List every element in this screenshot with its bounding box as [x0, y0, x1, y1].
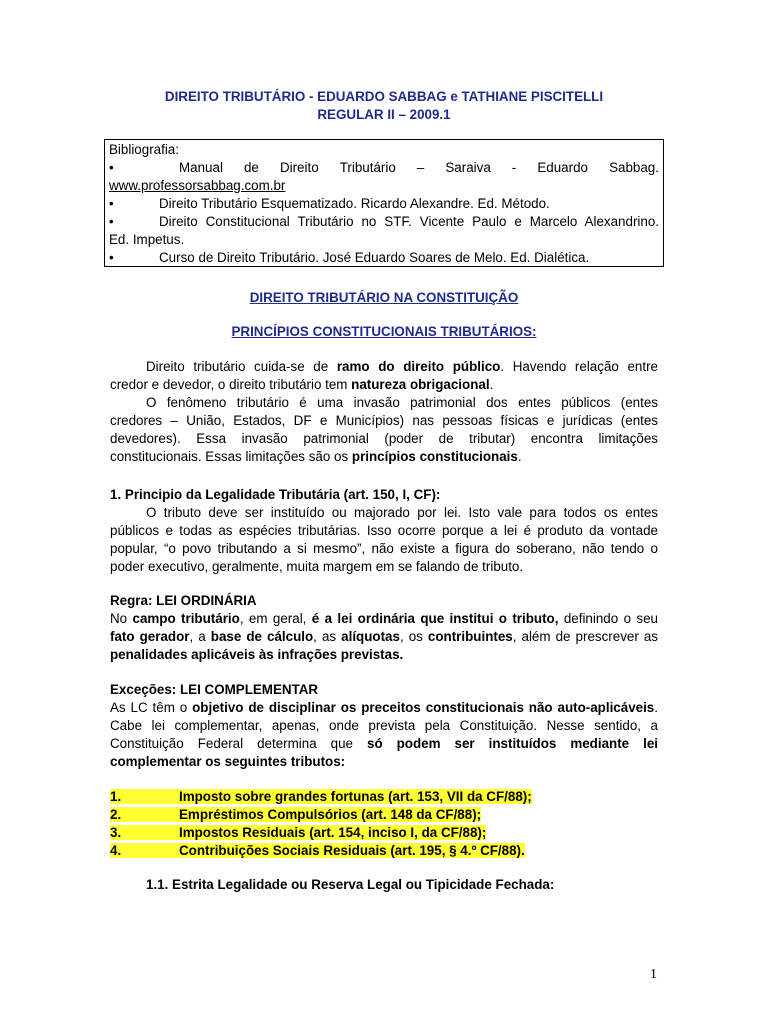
text-line: Cabe lei complementar, apenas, onde prevista pela Constituição. Nesse sentido, a [110, 718, 658, 733]
list-item: 3. Impostos Residuais (art. 154, inciso I, da CF/88); [110, 825, 487, 840]
document-subtitle: REGULAR II – 2009.1 [317, 107, 451, 122]
bullet: • [109, 160, 114, 175]
subsection-strict-legality: 1.1. Estrita Legalidade ou Reserva Legal ou Tipicidade Fechada: [146, 877, 555, 892]
word: de [243, 160, 259, 175]
rule-title: Regra: LEI ORDINÁRIA [110, 593, 257, 608]
rule-section [110, 592, 658, 664]
bullet: • [109, 250, 114, 265]
text-line: No campo tributário, em geral, é a lei ordinária que institui o tributo, definindo o seu [110, 611, 658, 626]
word: Manual [179, 160, 223, 175]
bibliography-item-3 [109, 213, 659, 231]
word: Direito [279, 160, 319, 175]
word: Tributário [339, 160, 396, 175]
bibliography-box [104, 139, 664, 267]
word: Eduardo [537, 160, 588, 175]
text-line: complementar os seguintes tributos: [110, 754, 346, 769]
text-line: fato gerador, a base de cálculo, as alíquotas, os contribuintes, além de prescrever as [110, 629, 659, 644]
subsection-title: 1. Principio da Legalidade Tributária (art. 150, I, CF): [110, 487, 441, 502]
text-line: penalidades aplicáveis às infrações previstas. [110, 647, 404, 662]
text-line: As LC têm o objetivo de disciplinar os preceitos constitucionais não auto-aplicáveis. [110, 700, 658, 715]
bullet: • [109, 214, 114, 229]
word: – [416, 160, 425, 175]
document-title: DIREITO TRIBUTÁRIO - EDUARDO SABBAG e TATHIANE PISCITELLI [164, 89, 604, 104]
text-line: credores – União, Estados, DF e Municípios) nas pessoas físicas e jurídicas (entes [110, 413, 658, 428]
text-line: O tributo deve ser instituído ou majorado por lei. Isto vale para todos os entes [146, 505, 658, 520]
bullet: • [109, 196, 114, 211]
bibliography-item-4-text: Curso de Direito Tributário. José Eduardo Soares de Melo. Ed. Dialética. [159, 250, 590, 265]
text-line: Direito tributário cuida-se de ramo do direito público. Havendo relação entre [146, 359, 658, 374]
professor-website-link[interactable]: www.professorsabbag.com.br [109, 178, 286, 193]
section-heading-constitution: DIREITO TRIBUTÁRIO NA CONSTITUIÇÃO [249, 290, 519, 305]
bibliography-item-2-text: Direito Tributário Esquematizado. Ricardo Alexandre. Ed. Método. [159, 196, 550, 211]
bibliography-heading: Bibliografia: [109, 142, 179, 157]
word: - [511, 160, 517, 175]
bibliography-item-1-text [179, 159, 659, 177]
bibliography-item-3-text: Direito Constitucional Tributário no STF. Vicente Paulo e Marcelo Alexandrino. [159, 214, 659, 229]
text-line: poder executivo, geralmente, muita margem em se falando de tributo. [110, 559, 524, 574]
exceptions-section [110, 681, 658, 771]
list-item: 4. Contribuições Sociais Residuais (art. 195, § 4.º CF/88). [110, 843, 525, 858]
list-item: 2. Empréstimos Compulsórios (art. 148 da CF/88); [110, 807, 482, 822]
word: Saraiva [445, 160, 491, 175]
bibliography-item-1 [109, 159, 659, 177]
highlighted-tribute-list [110, 788, 532, 860]
bibliography-item-3-cont: Ed. Impetus. [109, 232, 185, 247]
exceptions-title: Exceções: LEI COMPLEMENTAR [110, 682, 319, 697]
text-line: constitucionais. Essas limitações são os princípios constitucionais. [110, 449, 522, 464]
bibliography-item-2 [109, 195, 659, 213]
intro-paragraph [110, 358, 658, 466]
legality-principle-section [110, 486, 658, 576]
bibliography-item-4 [109, 249, 659, 267]
word: Sabbag. [609, 160, 659, 175]
text-line: popular, “o povo tributando a si mesmo”, não existe a figura do soberano, não tendo o [110, 541, 658, 556]
list-item: 1. Imposto sobre grandes fortunas (art. 153, VII da CF/88); [110, 789, 532, 804]
text-line: públicos e todas as espécies tributárias. Isso ocorre porque a lei é produto da vontade [110, 523, 658, 538]
text-line: O fenômeno tributário é uma invasão patrimonial dos entes públicos (entes [146, 395, 658, 410]
text-line: devedores). Essa invasão patrimonial (poder de tributar) encontra limitações [110, 431, 658, 446]
text-line: Constituição Federal determina que só podem ser instituídos mediante lei [110, 736, 659, 751]
page-number: 1 [650, 967, 657, 982]
text-line: credor e devedor, o direito tributário tem natureza obrigacional. [110, 377, 494, 392]
section-heading-principles: PRINCÍPIOS CONSTITUCIONAIS TRIBUTÁRIOS: [231, 324, 537, 339]
